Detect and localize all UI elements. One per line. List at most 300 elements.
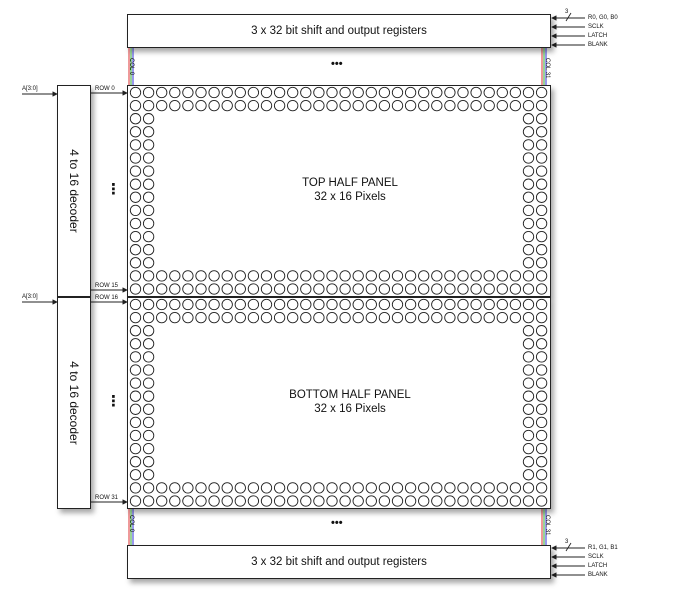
led-pixel [536,205,546,215]
led-pixel [536,299,546,309]
led-pixel [261,299,271,309]
led-pixel [261,100,271,110]
led-pixel [353,271,363,281]
led-pixel [170,271,180,281]
led-pixel [222,100,232,110]
led-pixel [143,140,153,150]
led-pixel [523,245,533,255]
led-pixel [523,365,533,375]
top-bus-width-label: 3 [565,9,569,15]
led-pixel [196,271,206,281]
led-pixel [510,312,520,322]
led-pixel [327,100,337,110]
led-pixel [130,166,140,176]
led-pixel [432,299,442,309]
led-pixel [288,312,298,322]
top-col-first-label: COL 0 [128,58,134,76]
led-pixel [536,352,546,362]
led-pixel [301,284,311,294]
led-pixel [484,87,494,97]
led-pixel [183,496,193,506]
led-pixel [235,312,245,322]
led-pixel [130,312,140,322]
led-pixel [419,284,429,294]
led-pixel [209,299,219,309]
led-pixel [143,271,153,281]
led-pixel [497,87,507,97]
led-pixel [327,312,337,322]
led-pixel [130,430,140,440]
led-pixel [523,457,533,467]
led-pixel [130,496,140,506]
led-pixel [170,284,180,294]
led-pixel [209,87,219,97]
led-pixel [301,299,311,309]
led-pixel [248,496,258,506]
led-pixel [130,218,140,228]
led-pixel [523,166,533,176]
led-pixel [353,299,363,309]
led-pixel [130,378,140,388]
led-pixel [510,299,520,309]
led-pixel [130,299,140,309]
led-pixel [379,100,389,110]
led-pixel [314,299,324,309]
led-pixel [471,496,481,506]
led-pixel [523,352,533,362]
led-pixel [340,284,350,294]
led-pixel [274,87,284,97]
led-pixel [157,271,167,281]
led-pixel [419,87,429,97]
led-pixel [222,299,232,309]
led-pixel [353,496,363,506]
led-pixel [353,87,363,97]
led-pixel [392,271,402,281]
bottom-decoder-label: 4 to 16 decoder [67,361,81,445]
top-register-rgb-input-label: R0, G0, B0 [588,15,618,21]
top-register-sclk-label: SCLK [588,24,604,30]
led-pixel [143,299,153,309]
led-pixel [523,312,533,322]
top-shift-register [127,14,551,48]
led-pixel [274,483,284,493]
led-pixel [170,299,180,309]
led-pixel [366,312,376,322]
led-pixel [484,312,494,322]
led-pixel [510,496,520,506]
led-pixel [248,100,258,110]
led-pixel [392,284,402,294]
led-pixel [222,312,232,322]
top-panel-title: TOP HALF PANEL [302,177,398,189]
led-pixel [484,483,494,493]
led-pixel [458,312,468,322]
led-pixel [235,100,245,110]
led-pixel [432,312,442,322]
led-pixel [366,496,376,506]
led-pixel [445,496,455,506]
bottom-register-rgb-input-label: R1, G1, B1 [588,545,618,551]
led-pixel [143,443,153,453]
led-pixel [288,100,298,110]
led-pixel [143,245,153,255]
led-pixel [445,87,455,97]
led-pixel [523,205,533,215]
led-pixel [143,218,153,228]
led-pixel [143,312,153,322]
bottom-columns-ellipsis: ••• [331,517,343,529]
led-pixel [261,496,271,506]
led-pixel [392,483,402,493]
led-pixel [484,496,494,506]
led-pixel [340,100,350,110]
bottom-panel-subtitle: 32 x 16 Pixels [314,403,386,415]
led-pixel [327,87,337,97]
led-pixel [196,483,206,493]
led-pixel [536,443,546,453]
led-pixel [301,312,311,322]
led-pixel [536,326,546,336]
led-pixel [366,100,376,110]
led-pixel [536,258,546,268]
led-pixel [143,166,153,176]
led-pixel [301,496,311,506]
led-pixel [130,87,140,97]
led-pixel [143,205,153,215]
led-pixel [471,271,481,281]
led-pixel [471,483,481,493]
led-pixel [523,430,533,440]
led-pixel [130,284,140,294]
led-pixel [536,231,546,241]
led-pixel [536,365,546,375]
led-pixel [510,483,520,493]
led-pixel [445,284,455,294]
led-pixel [130,231,140,241]
led-pixel [288,299,298,309]
led-pixel [314,100,324,110]
led-pixel [471,312,481,322]
led-pixel [235,496,245,506]
led-pixel [261,483,271,493]
led-pixel [274,100,284,110]
led-pixel [183,299,193,309]
led-pixel [196,100,206,110]
led-pixel [445,299,455,309]
led-pixel [209,483,219,493]
led-pixel [445,271,455,281]
led-pixel [392,312,402,322]
led-pixel [143,100,153,110]
led-pixel [523,127,533,137]
led-pixel [497,100,507,110]
led-pixel [353,483,363,493]
led-pixel [143,457,153,467]
led-pixel [536,87,546,97]
led-pixel [235,284,245,294]
led-pixel [523,153,533,163]
led-pixel [143,470,153,480]
led-pixel [130,258,140,268]
led-pixel [536,114,546,124]
led-pixel [130,140,140,150]
led-pixel [235,299,245,309]
led-pixel [143,284,153,294]
led-pixel [484,100,494,110]
led-pixel [274,271,284,281]
top-decoder-row-first-label: ROW 0 [95,86,115,92]
led-pixel [419,483,429,493]
led-pixel [301,483,311,493]
led-pixel [523,284,533,294]
led-pixel [157,312,167,322]
led-pixel [392,496,402,506]
led-pixel [536,378,546,388]
led-pixel [209,284,219,294]
led-pixel [222,271,232,281]
led-pixel [340,299,350,309]
led-pixel [248,284,258,294]
top-columns-ellipsis: ••• [331,58,343,70]
top-register-label: 3 x 32 bit shift and output registers [251,25,427,37]
led-pixel [170,483,180,493]
led-pixel [222,483,232,493]
led-pixel [196,284,206,294]
led-pixel [405,284,415,294]
top-col-last-label: COL 31 [544,58,550,79]
led-pixel [261,271,271,281]
led-pixel [130,326,140,336]
led-pixel [510,100,520,110]
led-pixel [222,496,232,506]
led-pixel [143,483,153,493]
led-pixel [130,245,140,255]
led-pixel [301,100,311,110]
led-pixel [130,483,140,493]
led-pixel [523,231,533,241]
led-pixel [170,87,180,97]
led-pixel [379,284,389,294]
led-pixel [314,483,324,493]
led-pixel [536,284,546,294]
led-pixel [458,483,468,493]
bottom-register-blank-label: BLANK [588,572,608,578]
led-pixel [497,271,507,281]
led-pixel [366,284,376,294]
led-pixel [536,470,546,480]
led-pixel [261,284,271,294]
led-pixel [143,430,153,440]
led-pixel [130,339,140,349]
led-pixel [248,483,258,493]
top-decoder-row-last-label: ROW 15 [95,283,119,289]
led-pixel [196,312,206,322]
led-pixel [143,365,153,375]
top-decoder-label: 4 to 16 decoder [67,149,81,233]
led-pixel [523,378,533,388]
top-register-blank-label: BLANK [588,42,608,48]
led-pixel [353,100,363,110]
led-pixel [379,87,389,97]
led-pixel [130,100,140,110]
led-pixel [405,271,415,281]
led-pixel [536,100,546,110]
led-pixel [432,100,442,110]
led-pixel [261,312,271,322]
led-pixel [248,87,258,97]
led-pixel [484,284,494,294]
led-pixel [143,231,153,241]
led-pixel [340,496,350,506]
led-pixel [419,312,429,322]
led-pixel [536,430,546,440]
led-pixel [288,87,298,97]
led-pixel [405,496,415,506]
led-pixel [143,114,153,124]
led-pixel [419,299,429,309]
led-pixel [419,496,429,506]
led-pixel [130,365,140,375]
led-pixel [157,299,167,309]
led-pixel [366,483,376,493]
led-pixel [497,284,507,294]
top-decoder-address-label: A[3:0] [22,86,38,92]
led-pixel [536,457,546,467]
led-pixel [274,496,284,506]
bottom-bus-width-label: 3 [565,539,569,545]
led-pixel [497,299,507,309]
led-pixel [327,496,337,506]
led-pixel [261,87,271,97]
led-pixel [484,299,494,309]
led-pixel [301,271,311,281]
bottom-register-input-wires [552,543,585,575]
led-pixel [523,87,533,97]
led-pixel [523,339,533,349]
led-pixel [222,284,232,294]
led-pixel [235,87,245,97]
led-pixel [510,87,520,97]
led-pixel [288,483,298,493]
led-pixel [183,312,193,322]
led-pixel [379,483,389,493]
led-pixel [497,312,507,322]
top-register-latch-label: LATCH [588,33,608,39]
led-pixel [235,483,245,493]
led-pixel [130,271,140,281]
led-pixel [458,87,468,97]
led-pixel [497,496,507,506]
led-pixel [445,100,455,110]
led-pixel [523,114,533,124]
led-pixel [288,496,298,506]
led-pixel [523,326,533,336]
led-pixel [392,87,402,97]
led-pixel [536,312,546,322]
led-pixel [379,312,389,322]
led-pixel [353,312,363,322]
led-pixel [143,87,153,97]
top-rows-ellipsis: ⋮ [106,181,121,198]
led-pixel [288,284,298,294]
led-pixel [536,153,546,163]
led-pixel [143,378,153,388]
led-pixel [379,299,389,309]
led-pixel [471,87,481,97]
led-pixel [536,166,546,176]
led-pixel [340,271,350,281]
led-pixel [130,153,140,163]
led-pixel [196,87,206,97]
led-pixel [196,299,206,309]
bottom-panel-title: BOTTOM HALF PANEL [289,389,411,401]
led-pixel [130,352,140,362]
led-pixel [274,284,284,294]
led-pixel [471,299,481,309]
led-pixel [379,496,389,506]
led-pixel [523,470,533,480]
led-pixel [143,496,153,506]
led-pixel [523,299,533,309]
led-pixel [248,299,258,309]
led-pixel [523,443,533,453]
bottom-register-sclk-label: SCLK [588,554,604,560]
led-pixel [170,100,180,110]
led-pixel [432,271,442,281]
led-pixel [209,271,219,281]
led-pixel [536,339,546,349]
top-panel-subtitle: 32 x 16 Pixels [314,191,386,203]
led-pixel [366,271,376,281]
led-pixel [536,140,546,150]
led-pixel [379,271,389,281]
bottom-decoder-row-first-label: ROW 16 [95,295,119,301]
led-pixel [484,271,494,281]
led-pixel [143,153,153,163]
led-pixel [314,496,324,506]
led-pixel [510,271,520,281]
led-pixel [536,245,546,255]
led-pixel [327,483,337,493]
bottom-rows-ellipsis: ⋮ [106,393,121,410]
led-pixel [130,127,140,137]
led-pixel [222,87,232,97]
led-pixel [209,496,219,506]
led-pixel [248,312,258,322]
led-pixel [340,312,350,322]
led-pixel [392,100,402,110]
led-pixel [157,483,167,493]
led-pixel [157,496,167,506]
led-pixel [536,483,546,493]
led-pixel [523,271,533,281]
led-pixel [209,312,219,322]
led-pixel [366,299,376,309]
led-pixel [327,271,337,281]
bottom-col-first-label: COL 0 [128,515,134,533]
led-pixel [130,443,140,453]
led-pixel [196,496,206,506]
led-pixel [392,299,402,309]
led-pixel [523,100,533,110]
led-pixel [445,312,455,322]
led-pixel [183,483,193,493]
led-pixel [130,417,140,427]
led-pixel [143,417,153,427]
led-pixel [536,271,546,281]
led-pixel [471,284,481,294]
